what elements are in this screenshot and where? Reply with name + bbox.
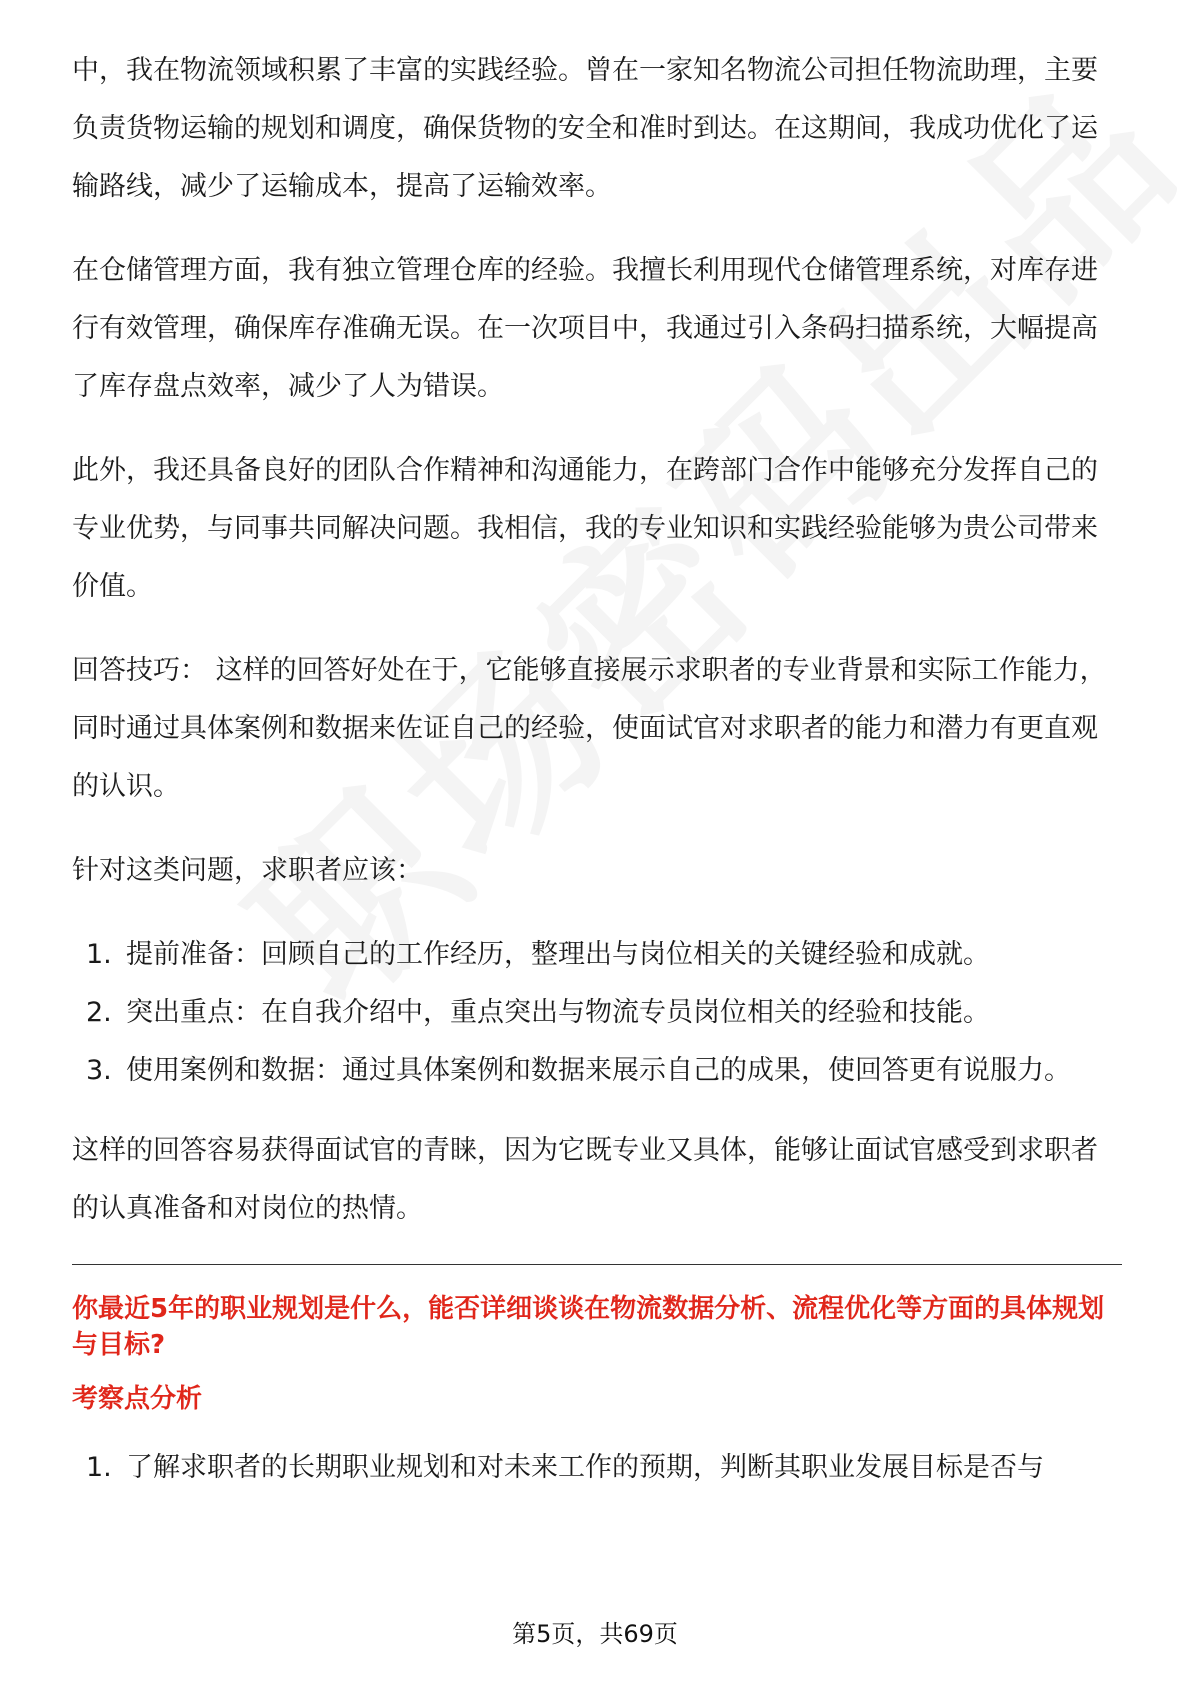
list-number: 1.	[86, 1452, 112, 1483]
paragraph-candidate-should: 针对这类问题，求职者应该：	[72, 855, 423, 886]
paragraph-answer-tips: 回答技巧： 这样的回答好处在于，它能够直接展示求职者的专业背景和实际工作能力，同时通过具体案例和数据来佐证自己的经验，使面试官对求职者的能力和潜力有更直观的认识。	[72, 655, 1107, 802]
paragraph-warehouse-management: 在仓储管理方面，我有独立管理仓库的经验。我擅长利用现代仓储管理系统，对库存进行有效管理，确保库存准确无误。在一次项目中，我通过引入条码扫描系统，大幅提高了库存盘点效率，减少了人为错误。	[72, 255, 1098, 402]
list-item	[72, 1042, 1122, 1100]
page-content	[72, 42, 1122, 1519]
paragraph-closing: 这样的回答容易获得面试官的青睐，因为它既专业又具体，能够让面试官感受到求职者的认真准备和对岗位的热情。	[72, 1135, 1098, 1224]
list-item-text: 突出重点：在自我介绍中，重点突出与物流专员岗位相关的经验和技能。	[126, 997, 990, 1028]
list-item-text: 提前准备：回顾自己的工作经历，整理出与岗位相关的关键经验和成就。	[126, 939, 990, 970]
analysis-heading: 考察点分析	[72, 1384, 203, 1414]
list-number: 2.	[86, 997, 112, 1028]
tips-list	[72, 926, 1122, 1100]
section-divider	[72, 1264, 1122, 1265]
list-number: 1.	[86, 939, 112, 970]
list-item-text: 使用案例和数据：通过具体案例和数据来展示自己的成果，使回答更有说服力。	[126, 1055, 1071, 1086]
list-number: 3.	[86, 1055, 112, 1086]
analysis-list	[72, 1439, 1122, 1497]
paragraph-logistics-experience: 中，我在物流领域积累了丰富的实践经验。曾在一家知名物流公司担任物流助理，主要负责货物运输的规划和调度，确保货物的安全和准时到达。在这期间，我成功优化了运输路线，减少了运输成本，提高了运输效率。	[72, 55, 1098, 202]
list-item	[72, 1439, 1122, 1497]
list-item	[72, 926, 1122, 984]
question-heading: 你最近5年的职业规划是什么，能否详细谈谈在物流数据分析、流程优化等方面的具体规划与目标?	[72, 1294, 1105, 1360]
list-item-text: 了解求职者的长期职业规划和对未来工作的预期，判断其职业发展目标是否与	[126, 1452, 1044, 1483]
list-item	[72, 984, 1122, 1042]
page-number-footer: 第5页，共69页	[512, 1620, 678, 1648]
paragraph-teamwork: 此外，我还具备良好的团队合作精神和沟通能力，在跨部门合作中能够充分发挥自己的专业优势，与同事共同解决问题。我相信，我的专业知识和实践经验能够为贵公司带来价值。	[72, 455, 1098, 602]
